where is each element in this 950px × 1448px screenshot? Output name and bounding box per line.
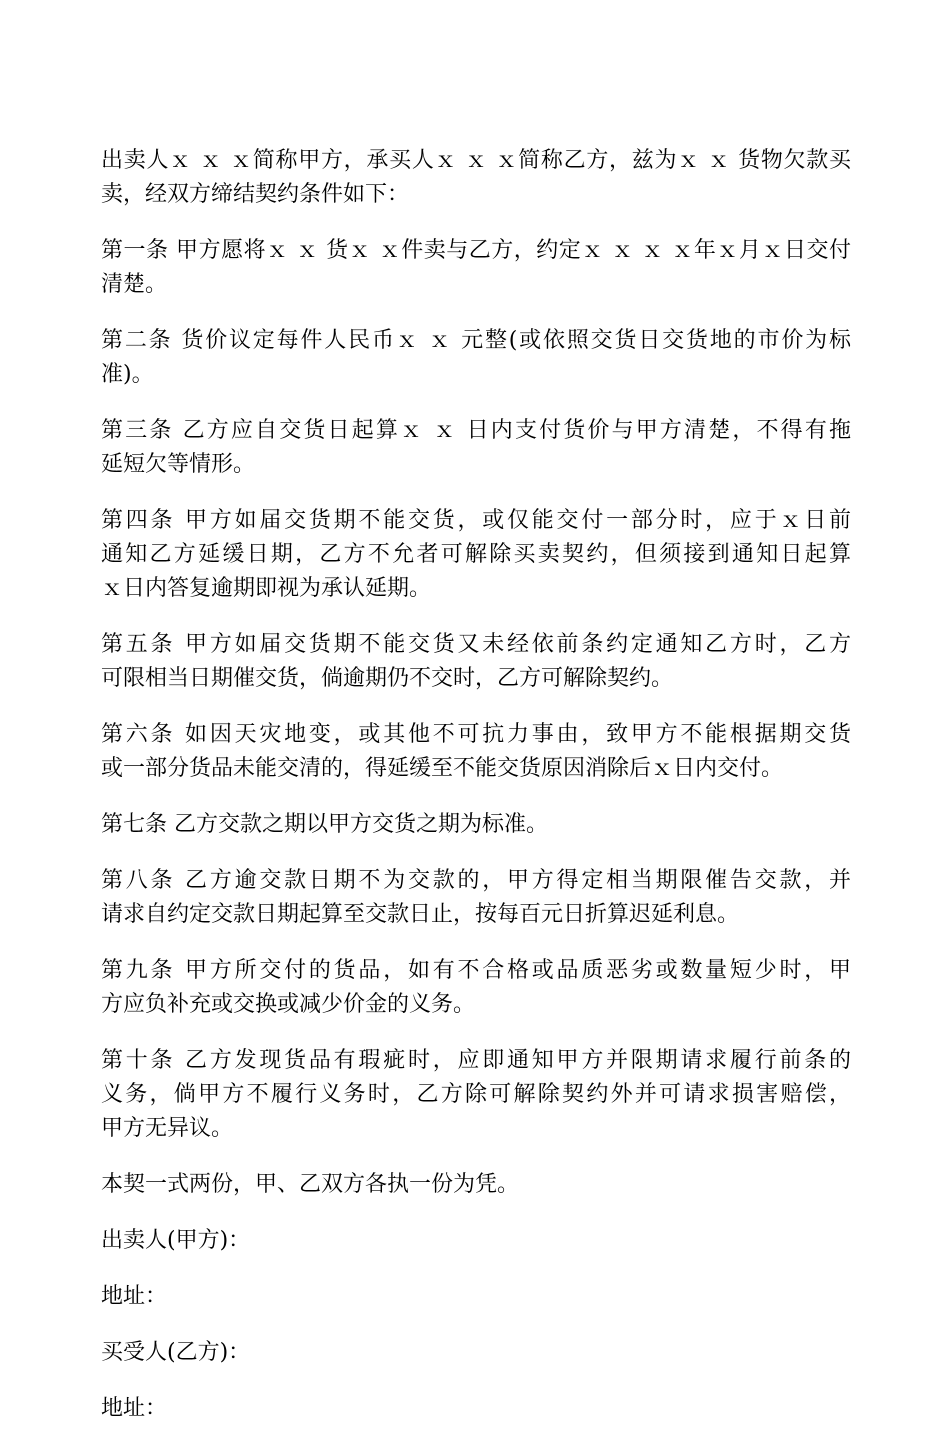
paragraph-line: 甲方无异议。: [101, 1116, 234, 1141]
contract-paragraph: [101, 504, 851, 606]
contract-paragraph: [101, 1044, 851, 1146]
paragraph-line: 出卖人(甲方)：: [101, 1228, 251, 1253]
paragraph-line: 第二条 货价议定每件人民币ｘ ｘ 元整(或依照交货日交货地的市价为标: [101, 328, 851, 353]
contract-body: [101, 144, 851, 1448]
contract-paragraph: [101, 864, 851, 932]
paragraph-line: 第四条 甲方如届交货期不能交货，或仅能交付一部分时，应于ｘ日前: [101, 508, 851, 533]
contract-paragraph: [101, 1168, 851, 1202]
contract-paragraph: [101, 144, 851, 212]
paragraph-line: 买受人(乙方)：: [101, 1340, 251, 1365]
contract-paragraph: [101, 808, 851, 842]
paragraph-line: 第五条 甲方如届交货期不能交货又未经依前条约定通知乙方时，乙方: [101, 632, 851, 657]
contract-paragraph: [101, 1280, 851, 1314]
paragraph-line: 第六条 如因天灾地变，或其他不可抗力事由，致甲方不能根据期交货: [101, 722, 851, 747]
contract-paragraph: [101, 718, 851, 786]
paragraph-line: ｘ日内答复逾期即视为承认延期。: [101, 576, 432, 601]
contract-paragraph: [101, 1336, 851, 1370]
paragraph-line: 第三条 乙方应自交货日起算ｘ ｘ 日内支付货价与甲方清楚，不得有拖: [101, 418, 851, 443]
paragraph-line: 可限相当日期催交货，倘逾期仍不交时，乙方可解除契约。: [101, 666, 674, 691]
contract-paragraph: [101, 234, 851, 302]
paragraph-line: 出卖人ｘ ｘ ｘ简称甲方，承买人ｘ ｘ ｘ简称乙方，兹为ｘ ｘ 货物欠款买: [101, 148, 851, 173]
contract-paragraph: [101, 1224, 851, 1258]
contract-paragraph: [101, 1392, 851, 1426]
paragraph-line: 方应负补充或交换或减少价金的义务。: [101, 992, 476, 1017]
paragraph-line: 或一部分货品未能交清的，得延缓至不能交货原因消除后ｘ日内交付。: [101, 756, 784, 781]
paragraph-line: 延短欠等情形。: [101, 452, 256, 477]
paragraph-line: 第七条 乙方交款之期以甲方交货之期为标准。: [101, 812, 548, 837]
contract-paragraph: [101, 628, 851, 696]
paragraph-line: 第十条 乙方发现货品有瑕疵时，应即通知甲方并限期请求履行前条的: [101, 1048, 851, 1073]
contract-paragraph: [101, 324, 851, 392]
paragraph-line: 卖，经双方缔结契约条件如下：: [101, 182, 410, 207]
paragraph-line: 地址：: [101, 1396, 168, 1421]
paragraph-line: 请求自约定交款日期起算至交款日止，按每百元日折算迟延利息。: [101, 902, 740, 927]
paragraph-line: 本契一式两份，甲、乙双方各执一份为凭。: [101, 1172, 520, 1197]
paragraph-line: 义务，倘甲方不履行义务时，乙方除可解除契约外并可请求损害赔偿，: [101, 1082, 851, 1107]
contract-paragraph: [101, 414, 851, 482]
contract-paragraph: [101, 954, 851, 1022]
paragraph-line: 地址：: [101, 1284, 168, 1309]
paragraph-line: 第一条 甲方愿将ｘ ｘ 货ｘ ｘ件卖与乙方，约定ｘ ｘ ｘ ｘ年ｘ月ｘ日交付: [101, 238, 851, 263]
paragraph-line: 通知乙方延缓日期，乙方不允者可解除买卖契约，但须接到通知日起算: [101, 542, 851, 567]
paragraph-line: 清楚。: [101, 272, 168, 297]
paragraph-line: 准)。: [101, 362, 154, 387]
paragraph-line: 第八条 乙方逾交款日期不为交款的，甲方得定相当期限催告交款，并: [101, 868, 851, 893]
paragraph-line: 第九条 甲方所交付的货品，如有不合格或品质恶劣或数量短少时，甲: [101, 958, 851, 983]
